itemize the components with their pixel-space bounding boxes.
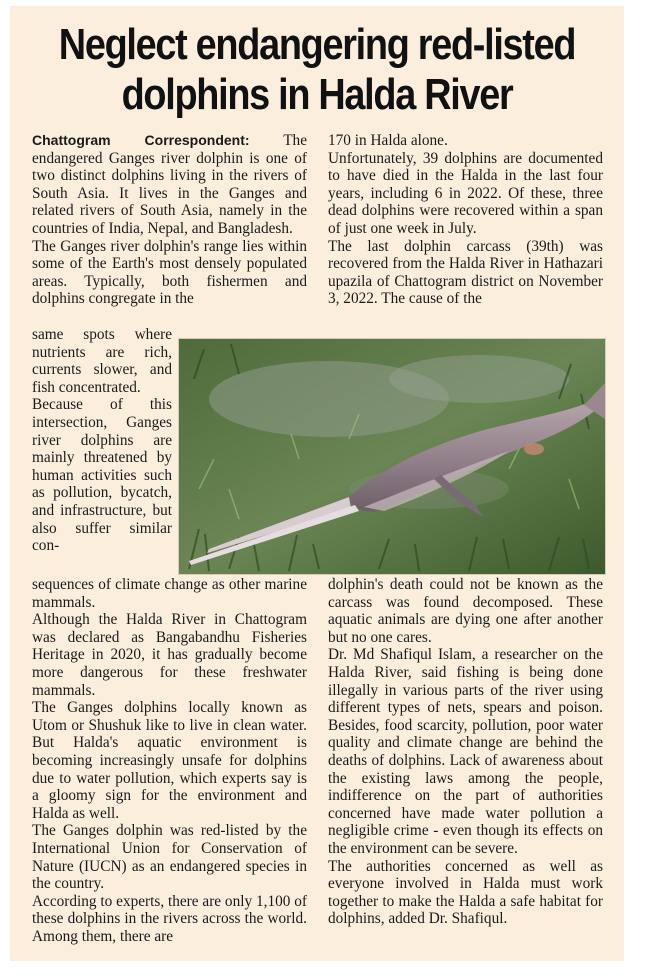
paragraph-7-continued: 170 in Halda alone. bbox=[328, 132, 448, 149]
paragraph-5: The Ganges dolphins locally known as Utom or Shushuk like to live in clean water. But Halda's aquatic environment is becoming increasingly unsafe for dolphins due to water pollution, which experts say is a gloomy sign for the environment and Halda as well. bbox=[32, 699, 307, 822]
paragraph-2-continued: same spots where nutrients are rich, currents slower, and fish concentrated. bbox=[32, 326, 172, 396]
left-column-bottom bbox=[32, 576, 307, 945]
paragraph-10: Dr. Md Shafiqul Islam, a researcher on the Halda River, said fishing is being done illegally in various parts of the river using different types of nets, spears and poison. Besides, food scarcity, pollution, poor water quality and climate change are behind the deaths of dolphins. Lack of awareness about the existing laws among the people, indifference on the part of authorities concerned have made water pollution a negligible crime - even though its effects on the environment can be severe. bbox=[328, 646, 603, 857]
headline-line-1: Neglect endangering red-listed bbox=[58, 20, 576, 69]
dolphin-carcass-photo bbox=[178, 338, 606, 575]
paragraph-3-continued: sequences of climate change as other marine mammals. bbox=[32, 576, 307, 611]
paragraph-9-continued: dolphin's death could not be known as the carcass was found decomposed. These aquatic animals are dying one after another but no one cares. bbox=[328, 576, 603, 646]
headline-line-2: dolphins in Halda River bbox=[121, 70, 513, 119]
paragraph-11: The authorities concerned as well as everyone involved in Halda must work together to make the Halda a safe habitat for dolphins, added Dr. Shafiqul. bbox=[328, 857, 603, 928]
right-column-top bbox=[328, 132, 603, 308]
newspaper-clipping bbox=[10, 6, 624, 961]
paragraph-9: The last dolphin carcass (39th) was recovered from the Halda River in Hathazari upazila of Chattogram district on November 3, 2022. The cause of the bbox=[328, 237, 603, 308]
paragraph-1: Chattogram Correspondent: The endangered Ganges river dolphin is one of two distinct dolphins living in the rivers of South Asia. It lives in the Ganges and related rivers of South Asia, namely in the countries of India, Nepal, and Bangladesh. bbox=[32, 132, 307, 237]
paragraph-7: According to experts, there are only 1,100 of these dolphins in the rivers across the world. Among them, there are bbox=[32, 892, 307, 945]
headline bbox=[53, 20, 581, 120]
paragraph-2: The Ganges river dolphin's range lies within some of the Earth's most densely populated areas. Typically, both fishermen and dolphins congregate in the bbox=[32, 237, 307, 308]
right-column-bottom bbox=[328, 576, 603, 928]
paragraph-4: Although the Halda River in Chattogram was declared as Bangabandhu Fisheries Heritage in 2020, it has gradually become more dangerous for these freshwater mammals. bbox=[32, 611, 307, 699]
byline: Chattogram Correspondent: bbox=[32, 132, 250, 148]
paragraph-8: Unfortunately, 39 dolphins are documented to have died in the Halda in the last four years, including 6 in 2022. Of these, three dead dolphins were recovered within a span of just one week in July. bbox=[328, 149, 603, 237]
left-column-top bbox=[32, 132, 307, 308]
left-column-narrow bbox=[32, 326, 172, 555]
paragraph-6: The Ganges dolphin was red-listed by the International Union for Conservation of Nature (IUCN) as an endangered species in the country. bbox=[32, 822, 307, 893]
paragraph-3: Because of this intersection, Ganges river dolphins are mainly threatened by human activities such as pollution, bycatch, and infrastructure, but also suffer similar con- bbox=[32, 396, 172, 555]
